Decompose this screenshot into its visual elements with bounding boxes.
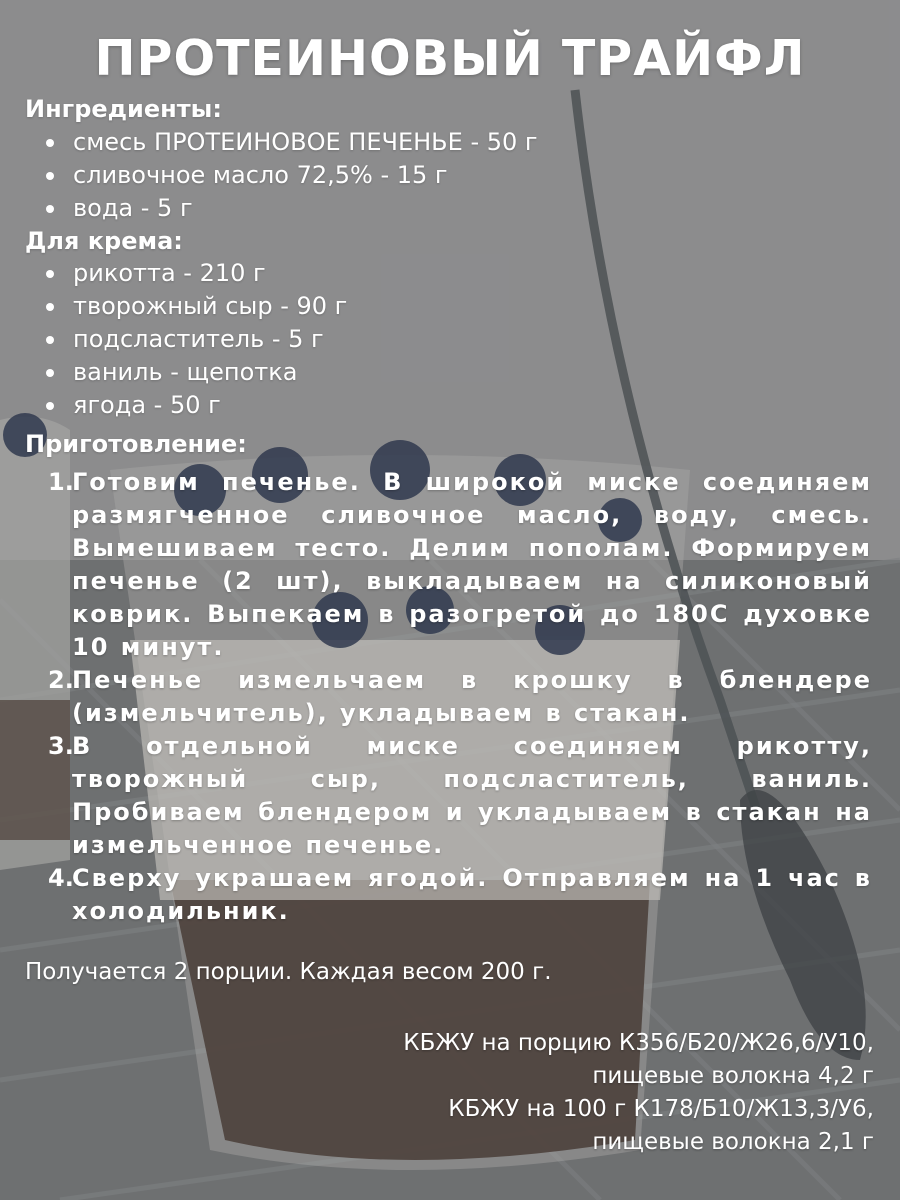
cream-heading: Для крема: — [25, 227, 183, 255]
step-item — [0, 730, 900, 862]
step-number: 3. — [48, 732, 74, 760]
nutrition-line: пищевые волокна 4,2 г — [592, 1063, 874, 1089]
list-item: смесь ПРОТЕИНОВОЕ ПЕЧЕНЬЕ - 50 г — [46, 126, 538, 159]
step-text: В отдельной миске соединяем рикотту, творожный сыр, подсластитель, ваниль. Пробиваем блендером и укладываем в стакан на измельченное печенье. — [72, 732, 872, 859]
nutrition-line: пищевые волокна 2,1 г — [592, 1129, 874, 1155]
list-item: творожный сыр - 90 г — [46, 290, 347, 323]
step-text: Сверху украшаем ягодой. Отправляем на 1 час в холодильник. — [72, 864, 872, 925]
step-item — [0, 466, 900, 664]
step-number: 1. — [48, 468, 74, 496]
list-item: ягода - 50 г — [46, 389, 347, 422]
step-text: Готовим печенье. В широкой миске соединяем размягченное сливочное масло, воду, смесь. Вымешиваем тесто. Делим пополам. Формируем печенье (2 шт), выкладываем на силиконовый коврик. Выпекаем в разогретой до 180С духовке 10 минут. — [72, 468, 872, 661]
list-item: рикотта - 210 г — [46, 257, 347, 290]
portions-note: Получается 2 порции. Каждая весом 200 г. — [25, 959, 552, 985]
preparation-heading: Приготовление: — [25, 430, 247, 458]
list-item: сливочное масло 72,5% - 15 г — [46, 159, 538, 192]
recipe-title: ПРОТЕИНОВЫЙ ТРАЙФЛ — [94, 30, 806, 87]
list-item: подсластитель - 5 г — [46, 323, 347, 356]
list-item: вода - 5 г — [46, 192, 538, 225]
step-number: 2. — [48, 666, 74, 694]
ingredients-heading: Ингредиенты: — [25, 95, 222, 123]
step-text: Печенье измельчаем в крошку в блендере (измельчитель), укладываем в стакан. — [72, 666, 872, 727]
nutrition-line: КБЖУ на 100 г К178/Б10/Ж13,3/У6, — [448, 1096, 874, 1122]
list-item: ваниль - щепотка — [46, 356, 347, 389]
step-item — [0, 862, 900, 928]
nutrition-info — [403, 1027, 874, 1159]
cream-list — [46, 257, 347, 422]
step-number: 4. — [48, 864, 74, 892]
step-item — [0, 664, 900, 730]
nutrition-line: КБЖУ на порцию К356/Б20/Ж26,6/У10, — [403, 1030, 874, 1056]
preparation-steps — [0, 466, 900, 928]
ingredients-list — [46, 126, 538, 225]
